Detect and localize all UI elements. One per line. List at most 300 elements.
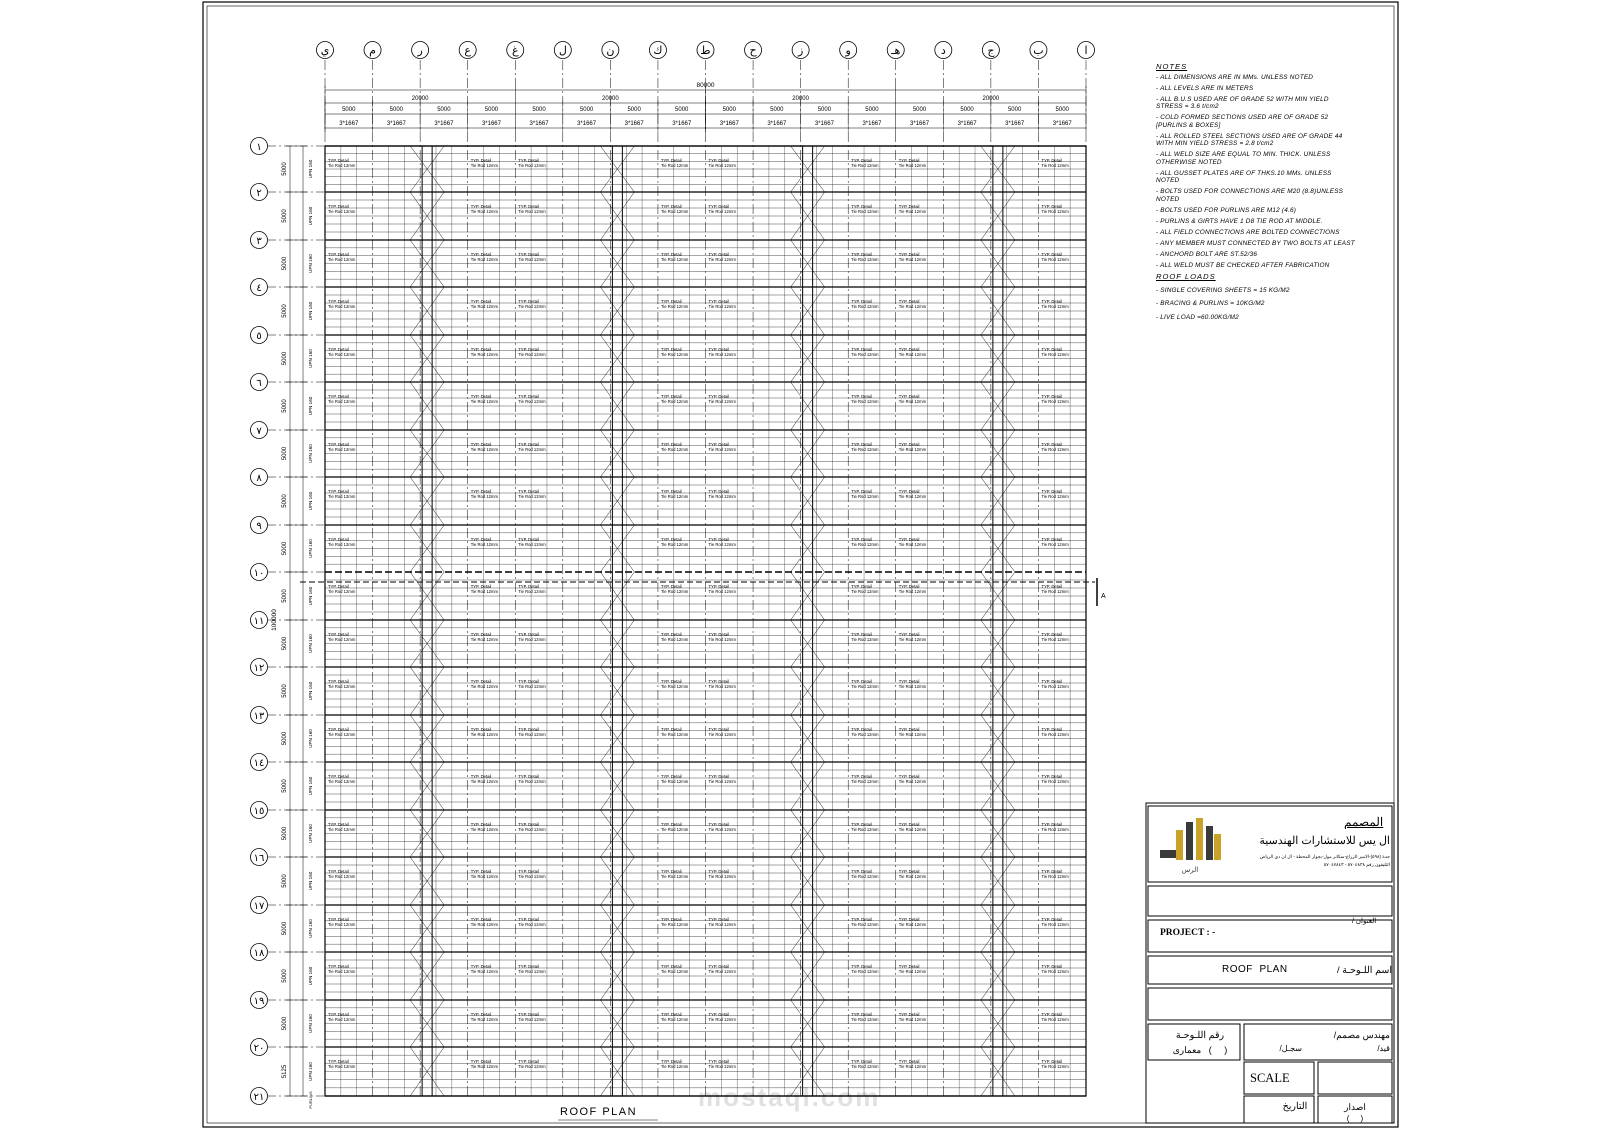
column-bubble-label: ل bbox=[558, 44, 567, 57]
tie-rod-label: Tie Rod 12mm bbox=[1041, 209, 1069, 214]
tie-rod-label: Tie Rod 12mm bbox=[708, 494, 736, 499]
section-marker: A bbox=[1101, 593, 1106, 600]
date-label: التاريخ bbox=[1282, 1101, 1308, 1112]
tie-rod-label: Tie Rod 12mm bbox=[660, 779, 689, 784]
tie-rod-label: Tie Rod 12mm bbox=[851, 542, 879, 547]
detail-label: TYP. Detail bbox=[470, 727, 492, 732]
tie-rod-label: Tie Rod 12mm bbox=[328, 684, 356, 689]
detail-label: TYP. Detail bbox=[1041, 917, 1063, 922]
tie-rod-label: Tie Rod 12mm bbox=[328, 779, 356, 784]
tie-rod-label: Tie Rod 12mm bbox=[1041, 542, 1069, 547]
row-dimension: 5000 bbox=[282, 1016, 288, 1031]
detail-label: TYP. Detail bbox=[851, 869, 872, 874]
tie-rod-label: Tie Rod 12mm bbox=[328, 447, 356, 452]
group-dimension: 20000 bbox=[792, 96, 809, 102]
detail-label: TYP. Detail bbox=[660, 299, 682, 304]
detail-label: TYP. Detail bbox=[470, 204, 492, 209]
detail-label: TYP. Detail bbox=[328, 442, 349, 447]
detail-label: TYP. Detail bbox=[898, 917, 920, 922]
detail-label: TYP. Detail bbox=[898, 679, 920, 684]
detail-label: TYP. Detail bbox=[851, 394, 872, 399]
general-notes bbox=[1156, 62, 1356, 327]
logo-bar bbox=[1206, 826, 1213, 860]
detail-label: TYP. Detail bbox=[328, 1059, 349, 1064]
roof-plan-labels bbox=[251, 42, 1107, 1121]
detail-label: TYP. Detail bbox=[518, 442, 539, 447]
tie-rod-label: Tie Rod 12mm bbox=[708, 779, 736, 784]
company-address: جدة (٥٩٨)-الامير الزراع-سكانر مول-بجوار المحطة - ال ان دي الرياض bbox=[1259, 854, 1390, 859]
detail-label: TYP. Detail bbox=[898, 252, 920, 257]
tie-rod-label: Tie Rod 12mm bbox=[1041, 732, 1069, 737]
tie-rod-label: Tie Rod 12mm bbox=[470, 732, 498, 737]
detail-label: TYP. Detail bbox=[328, 727, 349, 732]
tie-rod-label: Tie Rod 12mm bbox=[328, 637, 356, 642]
tie-rod-label: Tie Rod 12mm bbox=[708, 684, 736, 689]
row-bubble-label: ١٤ bbox=[253, 758, 265, 769]
note-item: - ALL FIELD CONNECTIONS ARE BOLTED CONNECTIONS bbox=[1156, 229, 1340, 236]
member-label: UPN 160 bbox=[308, 919, 313, 938]
tie-rod-label: Tie Rod 12mm bbox=[518, 494, 546, 499]
tie-rod-label: Tie Rod 12mm bbox=[708, 589, 736, 594]
tie-rod-label: Tie Rod 12mm bbox=[708, 352, 736, 357]
tie-rod-label: Tie Rod 12mm bbox=[708, 637, 736, 642]
tie-rod-label: Tie Rod 12mm bbox=[898, 922, 927, 927]
tie-rod-label: Tie Rod 12mm bbox=[708, 732, 736, 737]
purlin-spacing-dimension: 3*1667 bbox=[957, 121, 977, 127]
tie-rod-label: Tie Rod 12mm bbox=[898, 684, 927, 689]
member-label: UPN 160 bbox=[308, 776, 313, 796]
detail-label: TYP. Detail bbox=[518, 774, 539, 779]
tie-rod-label: Tie Rod 12mm bbox=[470, 637, 498, 642]
row-dimension: 5000 bbox=[282, 351, 288, 366]
tie-rod-label: Tie Rod 12mm bbox=[898, 1064, 927, 1069]
detail-label: TYP. Detail bbox=[328, 679, 349, 684]
tie-rod-label: Tie Rod 12mm bbox=[851, 589, 879, 594]
row-bubble-label: ٧ bbox=[256, 426, 262, 437]
detail-label: TYP. Detail bbox=[518, 537, 539, 542]
detail-label: TYP. Detail bbox=[328, 299, 349, 304]
bay-dimension: 5000 bbox=[722, 107, 736, 113]
bottom-row-label: PURLINS bbox=[308, 1091, 313, 1109]
detail-label: TYP. Detail bbox=[851, 252, 872, 257]
purlin-spacing-dimension: 3*1667 bbox=[577, 121, 597, 127]
tie-rod-label: Tie Rod 12mm bbox=[518, 1017, 546, 1022]
logo-bar bbox=[1160, 850, 1176, 858]
note-item: - BOLTS USED FOR PURLINS ARE M12 (4.6) bbox=[1156, 207, 1297, 215]
detail-label: TYP. Detail bbox=[851, 158, 872, 163]
column-bubble-label: هـ bbox=[891, 44, 901, 57]
watermark: mostaql.com bbox=[698, 1082, 881, 1112]
detail-label: TYP. Detail bbox=[851, 537, 872, 542]
roof-loads-list bbox=[1156, 287, 1356, 322]
purlin-spacing-dimension: 3*1667 bbox=[386, 121, 406, 127]
tie-rod-label: Tie Rod 12mm bbox=[851, 874, 879, 879]
tie-rod-label: Tie Rod 12mm bbox=[660, 352, 689, 357]
tie-rod-label: Tie Rod 12mm bbox=[851, 1017, 879, 1022]
tie-rod-label: Tie Rod 12mm bbox=[470, 542, 498, 547]
row-dimension: 5000 bbox=[282, 969, 288, 983]
tie-rod-label: Tie Rod 12mm bbox=[328, 732, 356, 737]
note-item: - ALL LEVELS ARE IN METERS bbox=[1156, 84, 1254, 92]
detail-label: TYP. Detail bbox=[708, 869, 730, 874]
detail-label: TYP. Detail bbox=[470, 584, 492, 589]
row-bubble-label: ٢١ bbox=[253, 1092, 265, 1103]
bay-dimension: 5000 bbox=[960, 107, 974, 113]
tie-rod-label: Tie Rod 12mm bbox=[328, 922, 356, 927]
bay-dimension: 5000 bbox=[675, 107, 689, 113]
detail-label: TYP. Detail bbox=[851, 1012, 872, 1017]
purlin-spacing-dimension: 3*1667 bbox=[339, 121, 359, 127]
group-dimension: 20000 bbox=[411, 96, 429, 102]
tie-rod-label: Tie Rod 12mm bbox=[660, 637, 689, 642]
tie-rod-label: Tie Rod 12mm bbox=[328, 352, 356, 357]
bay-dimension: 5000 bbox=[484, 107, 499, 113]
tie-rod-label: Tie Rod 12mm bbox=[660, 969, 689, 974]
column-bubble-label: ط bbox=[700, 44, 711, 57]
tie-rod-label: Tie Rod 12mm bbox=[660, 874, 689, 879]
detail-label: TYP. Detail bbox=[518, 869, 539, 874]
detail-label: TYP. Detail bbox=[898, 632, 920, 637]
detail-label: TYP. Detail bbox=[328, 584, 349, 589]
discipline: ( ) معمارى bbox=[1172, 1045, 1228, 1055]
detail-label: TYP. Detail bbox=[708, 537, 730, 542]
detail-label: TYP. Detail bbox=[518, 1012, 539, 1017]
detail-label: TYP. Detail bbox=[518, 964, 539, 969]
row-dimension: 5000 bbox=[282, 256, 288, 271]
tie-rod-label: Tie Rod 12mm bbox=[470, 163, 498, 168]
member-label: UPN 160 bbox=[308, 824, 313, 843]
detail-label: TYP. Detail bbox=[660, 158, 682, 163]
tie-rod-label: Tie Rod 12mm bbox=[1041, 1017, 1069, 1022]
tie-rod-label: Tie Rod 12mm bbox=[470, 922, 498, 927]
row-dimension: 5000 bbox=[282, 541, 288, 556]
note-item: - ALL GUSSET PLATES ARE OF THKS.10 MMs. UNLESS NOTED bbox=[1156, 169, 1332, 185]
member-label: UPN 160 bbox=[308, 871, 313, 891]
tie-rod-label: Tie Rod 12mm bbox=[328, 542, 356, 547]
tie-rod-label: Tie Rod 12mm bbox=[518, 542, 546, 547]
tie-rod-label: Tie Rod 12mm bbox=[1041, 399, 1069, 404]
detail-label: TYP. Detail bbox=[1041, 727, 1063, 732]
tie-rod-label: Tie Rod 12mm bbox=[898, 1017, 927, 1022]
tie-rod-label: Tie Rod 12mm bbox=[851, 969, 879, 974]
row-dimension: 5000 bbox=[282, 494, 288, 508]
tie-rod-label: Tie Rod 12mm bbox=[518, 827, 546, 832]
tie-rod-label: Tie Rod 12mm bbox=[898, 257, 927, 262]
detail-label: TYP. Detail bbox=[708, 1059, 730, 1064]
tie-rod-label: Tie Rod 12mm bbox=[470, 352, 498, 357]
tie-rod-label: Tie Rod 12mm bbox=[708, 542, 736, 547]
tie-rod-label: Tie Rod 12mm bbox=[1041, 352, 1069, 357]
row-dimension: 5000 bbox=[282, 826, 288, 841]
tie-rod-label: Tie Rod 12mm bbox=[898, 874, 927, 879]
row-dimension: 5000 bbox=[282, 636, 288, 651]
tie-rod-label: Tie Rod 12mm bbox=[518, 1064, 546, 1069]
tie-rod-label: Tie Rod 12mm bbox=[518, 257, 546, 262]
designer-label: المصمم bbox=[1344, 815, 1384, 829]
row-bubble-label: ١٣ bbox=[253, 711, 265, 722]
issue-value: ( ) bbox=[1346, 1114, 1364, 1123]
detail-label: TYP. Detail bbox=[898, 347, 920, 352]
note-item: - ALL DIMENSIONS ARE IN MMs. UNLESS NOTED bbox=[1156, 73, 1314, 81]
detail-label: TYP. Detail bbox=[660, 1012, 682, 1017]
detail-label: TYP. Detail bbox=[898, 774, 920, 779]
tie-rod-label: Tie Rod 12mm bbox=[708, 969, 736, 974]
tie-rod-label: Tie Rod 12mm bbox=[898, 732, 927, 737]
tie-rod-label: Tie Rod 12mm bbox=[851, 399, 879, 404]
tie-rod-label: Tie Rod 12mm bbox=[708, 874, 736, 879]
detail-label: TYP. Detail bbox=[898, 869, 920, 874]
tie-rod-label: Tie Rod 12mm bbox=[660, 1064, 689, 1069]
detail-label: TYP. Detail bbox=[1041, 204, 1063, 209]
tie-rod-label: Tie Rod 12mm bbox=[660, 209, 689, 214]
member-label: UPN 160 bbox=[308, 586, 313, 606]
tie-rod-label: Tie Rod 12mm bbox=[898, 399, 927, 404]
tie-rod-label: Tie Rod 12mm bbox=[660, 447, 689, 452]
roof-plan-grid bbox=[300, 60, 1095, 1096]
purlin-spacing-dimension: 3*1667 bbox=[767, 121, 787, 127]
detail-label: TYP. Detail bbox=[660, 584, 682, 589]
detail-label: TYP. Detail bbox=[660, 1059, 682, 1064]
detail-label: TYP. Detail bbox=[851, 917, 872, 922]
member-label: UPN 160 bbox=[308, 349, 313, 368]
member-label: UPN 160 bbox=[308, 681, 313, 701]
tie-rod-label: Tie Rod 12mm bbox=[898, 163, 927, 168]
bay-dimension: 5000 bbox=[342, 107, 356, 113]
tie-rod-label: Tie Rod 12mm bbox=[898, 589, 927, 594]
member-label: UPN 160 bbox=[308, 301, 313, 321]
bay-dimension: 5000 bbox=[912, 107, 927, 113]
tie-rod-label: Tie Rod 12mm bbox=[660, 589, 689, 594]
detail-label: TYP. Detail bbox=[851, 632, 872, 637]
tie-rod-label: Tie Rod 12mm bbox=[708, 209, 736, 214]
tie-rod-label: Tie Rod 12mm bbox=[851, 922, 879, 927]
tie-rod-label: Tie Rod 12mm bbox=[470, 257, 498, 262]
detail-label: TYP. Detail bbox=[518, 822, 539, 827]
roof-load-item: - SINGLE COVERING SHEETS = 15 KG/M2 bbox=[1156, 286, 1290, 294]
row-dimension: 5000 bbox=[282, 589, 288, 603]
bay-dimension: 5000 bbox=[865, 107, 879, 113]
tie-rod-label: Tie Rod 12mm bbox=[898, 779, 927, 784]
detail-label: TYP. Detail bbox=[1041, 442, 1063, 447]
issue-label: اصدار bbox=[1344, 1102, 1366, 1112]
detail-label: TYP. Detail bbox=[518, 252, 539, 257]
row-bubble-label: ١٧ bbox=[253, 901, 265, 912]
row-bubble-label: ٨ bbox=[256, 473, 262, 484]
purlin-spacing-dimension: 3*1667 bbox=[672, 121, 692, 127]
detail-label: TYP. Detail bbox=[518, 632, 539, 637]
tie-rod-label: Tie Rod 12mm bbox=[898, 494, 927, 499]
bay-dimension: 5000 bbox=[770, 107, 784, 113]
column-bubble-label: م bbox=[369, 44, 376, 57]
detail-label: TYP. Detail bbox=[708, 584, 730, 589]
detail-label: TYP. Detail bbox=[898, 158, 920, 163]
sheet-name-label: اسم اللـوحـة / bbox=[1337, 965, 1392, 976]
purlin-spacing-dimension: 3*1667 bbox=[481, 121, 501, 127]
tie-rod-label: Tie Rod 12mm bbox=[660, 257, 689, 262]
tie-rod-label: Tie Rod 12mm bbox=[518, 399, 546, 404]
detail-label: TYP. Detail bbox=[898, 964, 920, 969]
detail-label: TYP. Detail bbox=[470, 1012, 492, 1017]
detail-label: TYP. Detail bbox=[898, 1012, 920, 1017]
row-bubble-label: ٦ bbox=[256, 378, 262, 389]
member-label: UPN 160 bbox=[308, 159, 313, 179]
tie-rod-label: Tie Rod 12mm bbox=[660, 163, 689, 168]
tie-rod-label: Tie Rod 12mm bbox=[1041, 304, 1069, 309]
tie-rod-label: Tie Rod 12mm bbox=[898, 542, 927, 547]
detail-label: TYP. Detail bbox=[328, 394, 349, 399]
logo-bar bbox=[1214, 834, 1221, 860]
detail-label: TYP. Detail bbox=[851, 299, 872, 304]
tie-rod-label: Tie Rod 12mm bbox=[470, 779, 498, 784]
detail-label: TYP. Detail bbox=[660, 964, 682, 969]
row-dimension: 5000 bbox=[282, 779, 288, 793]
tie-rod-label: Tie Rod 12mm bbox=[470, 684, 498, 689]
member-label: UPN 160 bbox=[308, 254, 313, 273]
detail-label: TYP. Detail bbox=[1041, 158, 1063, 163]
detail-label: TYP. Detail bbox=[470, 252, 492, 257]
detail-label: TYP. Detail bbox=[470, 869, 492, 874]
bay-dimension: 5000 bbox=[532, 107, 546, 113]
detail-label: TYP. Detail bbox=[708, 1012, 730, 1017]
detail-label: TYP. Detail bbox=[660, 632, 682, 637]
tie-rod-label: Tie Rod 12mm bbox=[1041, 827, 1069, 832]
tie-rod-label: Tie Rod 12mm bbox=[518, 874, 546, 879]
detail-label: TYP. Detail bbox=[470, 347, 492, 352]
detail-label: TYP. Detail bbox=[470, 394, 492, 399]
detail-label: TYP. Detail bbox=[1041, 964, 1063, 969]
tie-rod-label: Tie Rod 12mm bbox=[470, 589, 498, 594]
detail-label: TYP. Detail bbox=[851, 1059, 872, 1064]
tie-rod-label: Tie Rod 12mm bbox=[1041, 257, 1069, 262]
detail-label: TYP. Detail bbox=[1041, 822, 1063, 827]
detail-label: TYP. Detail bbox=[518, 489, 539, 494]
detail-label: TYP. Detail bbox=[1041, 252, 1063, 257]
detail-label: TYP. Detail bbox=[660, 489, 682, 494]
tie-rod-label: Tie Rod 12mm bbox=[328, 399, 356, 404]
tie-rod-label: Tie Rod 12mm bbox=[518, 352, 546, 357]
column-bubble-label: ح bbox=[749, 44, 757, 57]
member-label: UPN 160 bbox=[308, 729, 313, 748]
logo-bar bbox=[1176, 830, 1183, 860]
column-bubble-label: ي bbox=[320, 44, 330, 57]
tie-rod-label: Tie Rod 12mm bbox=[518, 922, 546, 927]
detail-label: TYP. Detail bbox=[1041, 537, 1063, 542]
detail-label: TYP. Detail bbox=[708, 774, 730, 779]
detail-label: TYP. Detail bbox=[518, 347, 539, 352]
note-item: - ALL WELD MUST BE CHECKED AFTER FABRICATION bbox=[1156, 261, 1330, 269]
detail-label: TYP. Detail bbox=[660, 252, 682, 257]
row-bubble-label: ٤ bbox=[256, 283, 262, 294]
bay-dimension: 5000 bbox=[389, 107, 404, 113]
row-bubble-label: ١٢ bbox=[253, 663, 265, 674]
tie-rod-label: Tie Rod 12mm bbox=[898, 352, 927, 357]
tie-rod-label: Tie Rod 12mm bbox=[708, 922, 736, 927]
tie-rod-label: Tie Rod 12mm bbox=[518, 209, 546, 214]
detail-label: TYP. Detail bbox=[708, 917, 730, 922]
tie-rod-label: Tie Rod 12mm bbox=[470, 447, 498, 452]
column-bubble-label: و bbox=[845, 44, 851, 57]
tie-rod-label: Tie Rod 12mm bbox=[708, 1017, 736, 1022]
blank-box-2 bbox=[1148, 988, 1392, 1020]
purlin-spacing-dimension: 3*1667 bbox=[910, 121, 930, 127]
tie-rod-label: Tie Rod 12mm bbox=[328, 969, 356, 974]
tie-rod-label: Tie Rod 12mm bbox=[470, 494, 498, 499]
tie-rod-label: Tie Rod 12mm bbox=[1041, 969, 1069, 974]
bay-dimension: 5000 bbox=[627, 107, 641, 113]
member-label: UPN 160 bbox=[308, 966, 313, 986]
logo-bar bbox=[1186, 822, 1193, 860]
tie-rod-label: Tie Rod 12mm bbox=[708, 304, 736, 309]
row-bubble-label: ٥ bbox=[256, 331, 262, 342]
detail-label: TYP. Detail bbox=[328, 489, 349, 494]
tie-rod-label: Tie Rod 12mm bbox=[1041, 163, 1069, 168]
detail-label: TYP. Detail bbox=[328, 252, 349, 257]
detail-label: TYP. Detail bbox=[708, 727, 730, 732]
detail-label: TYP. Detail bbox=[1041, 489, 1063, 494]
detail-label: TYP. Detail bbox=[328, 822, 349, 827]
detail-label: TYP. Detail bbox=[1041, 347, 1063, 352]
tie-rod-label: Tie Rod 12mm bbox=[518, 684, 546, 689]
overall-dimension: 80000 bbox=[696, 82, 715, 89]
detail-label: TYP. Detail bbox=[470, 964, 492, 969]
detail-label: TYP. Detail bbox=[898, 537, 920, 542]
detail-label: TYP. Detail bbox=[328, 1012, 349, 1017]
detail-label: TYP. Detail bbox=[470, 158, 492, 163]
tie-rod-label: Tie Rod 12mm bbox=[851, 304, 879, 309]
purlin-spacing-dimension: 3*1667 bbox=[862, 121, 882, 127]
detail-label: TYP. Detail bbox=[851, 489, 872, 494]
blank-box-1 bbox=[1148, 886, 1392, 916]
detail-label: TYP. Detail bbox=[470, 822, 492, 827]
detail-label: TYP. Detail bbox=[660, 679, 682, 684]
tie-rod-label: Tie Rod 12mm bbox=[328, 304, 356, 309]
detail-label: TYP. Detail bbox=[898, 822, 920, 827]
detail-label: TYP. Detail bbox=[898, 394, 920, 399]
detail-label: TYP. Detail bbox=[851, 347, 872, 352]
member-label: UPN 160 bbox=[308, 396, 313, 416]
detail-label: TYP. Detail bbox=[518, 158, 539, 163]
detail-label: TYP. Detail bbox=[518, 394, 539, 399]
note-item: - ALL B.U.S USED ARE OF GRADE 52 WITH MIN YIELD STRESS = 3.6 t/cm2 bbox=[1156, 95, 1329, 111]
detail-label: TYP. Detail bbox=[470, 679, 492, 684]
tie-rod-label: Tie Rod 12mm bbox=[1041, 684, 1069, 689]
detail-label: TYP. Detail bbox=[328, 917, 349, 922]
tie-rod-label: Tie Rod 12mm bbox=[470, 209, 498, 214]
notes-heading: NOTES bbox=[1156, 62, 1188, 71]
detail-label: TYP. Detail bbox=[660, 347, 682, 352]
detail-label: TYP. Detail bbox=[328, 632, 349, 637]
tie-rod-label: Tie Rod 12mm bbox=[470, 399, 498, 404]
row-bubble-label: ١ bbox=[256, 142, 262, 153]
column-bubble-label: ج bbox=[987, 44, 995, 57]
column-bubble-label: ع bbox=[464, 44, 471, 57]
detail-label: TYP. Detail bbox=[708, 299, 730, 304]
detail-label: TYP. Detail bbox=[1041, 1059, 1063, 1064]
sheet-name: ROOF PLAN bbox=[1222, 964, 1288, 975]
note-item: - ANY MEMBER MUST CONNECTED BY TWO BOLTS AT LEAST bbox=[1156, 239, 1355, 247]
tie-rod-label: Tie Rod 12mm bbox=[851, 684, 879, 689]
row-bubble-label: ٢ bbox=[256, 188, 262, 199]
column-bubble-label: ك bbox=[653, 44, 663, 57]
detail-label: TYP. Detail bbox=[851, 822, 872, 827]
tie-rod-label: Tie Rod 12mm bbox=[851, 352, 879, 357]
detail-label: TYP. Detail bbox=[518, 1059, 539, 1064]
tie-rod-label: Tie Rod 12mm bbox=[470, 304, 498, 309]
detail-label: TYP. Detail bbox=[851, 584, 872, 589]
tie-rod-label: Tie Rod 12mm bbox=[470, 1017, 498, 1022]
detail-label: TYP. Detail bbox=[851, 964, 872, 969]
detail-label: TYP. Detail bbox=[328, 774, 349, 779]
